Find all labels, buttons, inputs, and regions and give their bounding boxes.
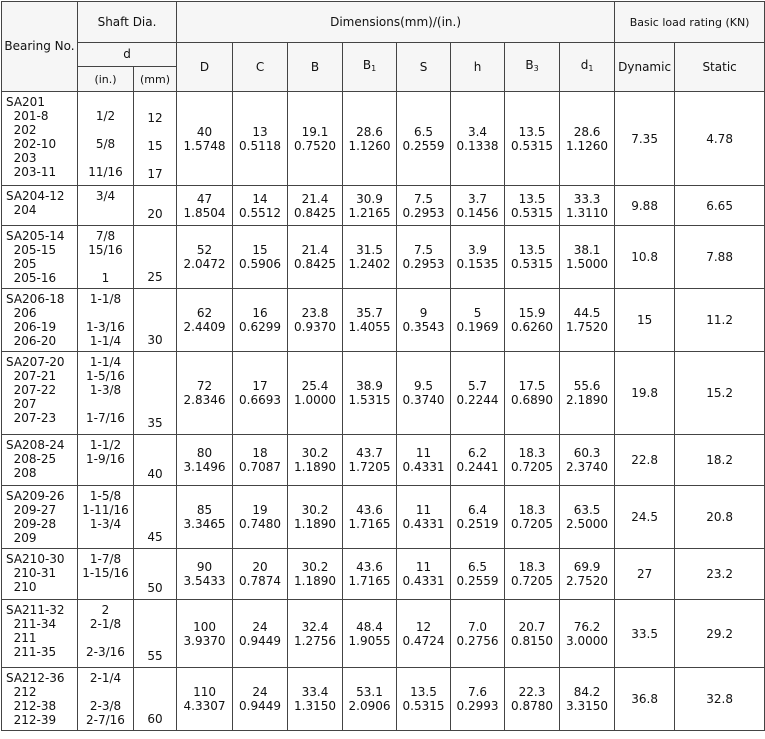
cell-h: 6.2 0.2441	[451, 435, 505, 486]
header-col-B3-sub: 3	[533, 64, 539, 73]
cell-static: 29.2	[675, 600, 765, 668]
cell-static: 11.2	[675, 289, 765, 352]
table-row	[2, 549, 765, 600]
header-col-C	[233, 43, 288, 92]
cell-b: 32.4 1.2756	[288, 600, 343, 668]
header-col-h	[451, 43, 505, 92]
cell-c: 19 0.7480	[233, 486, 288, 549]
cell-d: 85 3.3465	[177, 486, 233, 549]
cell-inch: 7/8 15/16 1	[78, 226, 134, 289]
cell-b: 25.4 1.0000	[288, 352, 343, 435]
cell-inch: 1-1/4 1-5/16 1-3/8 1-7/16	[78, 352, 134, 435]
cell-inch: 3/4	[78, 186, 134, 226]
cell-d1: 28.6 1.1260	[560, 92, 615, 186]
table-row	[2, 668, 765, 731]
header-col-D	[177, 43, 233, 92]
cell-b: 30.2 1.1890	[288, 486, 343, 549]
cell-s: 12 0.4724	[397, 600, 451, 668]
cell-bearing: SA205-14 205-15 205 205-16	[2, 226, 78, 289]
cell-bearing: SA204-12 204	[2, 186, 78, 226]
header-col-dynamic-label: Dynamic	[618, 59, 672, 74]
cell-s: 11 0.4331	[397, 486, 451, 549]
cell-bearing: SA207-20 207-21 207-22 207 207-23	[2, 352, 78, 435]
cell-mm: 35	[134, 352, 177, 435]
cell-inch: 1-1/8 1-3/16 1-1/4	[78, 289, 134, 352]
cell-d: 52 2.0472	[177, 226, 233, 289]
cell-b1: 43.7 1.7205	[343, 435, 397, 486]
header-col-in	[78, 67, 134, 92]
cell-h: 3.4 0.1338	[451, 92, 505, 186]
header-col-d1-sub: 1	[588, 64, 594, 73]
cell-h: 6.5 0.2559	[451, 549, 505, 600]
cell-d: 110 4.3307	[177, 668, 233, 731]
header-bearing-no-label: Bearing No.	[4, 39, 75, 53]
cell-static: 23.2	[675, 549, 765, 600]
cell-d1: 55.6 2.1890	[560, 352, 615, 435]
cell-b: 33.4 1.3150	[288, 668, 343, 731]
cell-mm: 20	[134, 186, 177, 226]
cell-b3: 13.5 0.5315	[505, 92, 560, 186]
cell-s: 9.5 0.3740	[397, 352, 451, 435]
cell-dynamic: 19.8	[615, 352, 675, 435]
header-col-d1-base: d	[580, 58, 589, 72]
cell-d1: 84.2 3.3150	[560, 668, 615, 731]
cell-h: 5 0.1969	[451, 289, 505, 352]
header-col-B3-base: B	[525, 58, 534, 72]
cell-b3: 18.3 0.7205	[505, 435, 560, 486]
cell-b: 21.4 0.8425	[288, 186, 343, 226]
header-col-static	[675, 43, 765, 92]
cell-s: 11 0.4331	[397, 549, 451, 600]
cell-s: 9 0.3543	[397, 289, 451, 352]
cell-b: 21.4 0.8425	[288, 226, 343, 289]
header-bearing-no	[2, 2, 78, 92]
header-basic-load	[615, 2, 765, 43]
cell-mm: 60	[134, 668, 177, 731]
cell-inch: 1-1/2 1-9/16	[78, 435, 134, 486]
header-col-B-label: B	[310, 59, 320, 74]
cell-d1: 69.9 2.7520	[560, 549, 615, 600]
cell-b1: 30.9 1.2165	[343, 186, 397, 226]
cell-mm: 45	[134, 486, 177, 549]
cell-b1: 35.7 1.4055	[343, 289, 397, 352]
cell-inch: 1/2 5/8 11/16	[78, 92, 134, 186]
cell-static: 4.78	[675, 92, 765, 186]
cell-b3: 15.9 0.6260	[505, 289, 560, 352]
cell-s: 11 0.4331	[397, 435, 451, 486]
cell-b3: 13.5 0.5315	[505, 186, 560, 226]
cell-c: 15 0.5906	[233, 226, 288, 289]
cell-c: 17 0.6693	[233, 352, 288, 435]
header-col-S-label: S	[419, 59, 428, 74]
header-col-B	[288, 43, 343, 92]
cell-b1: 43.6 1.7165	[343, 486, 397, 549]
cell-c: 13 0.5118	[233, 92, 288, 186]
cell-c: 24 0.9449	[233, 668, 288, 731]
cell-b1: 43.6 1.7165	[343, 549, 397, 600]
table-body	[2, 92, 765, 731]
cell-d1: 33.3 1.3110	[560, 186, 615, 226]
header-col-D-label: D	[199, 59, 210, 74]
table-row	[2, 92, 765, 186]
cell-dynamic: 10.8	[615, 226, 675, 289]
table-row	[2, 226, 765, 289]
cell-b1: 28.6 1.1260	[343, 92, 397, 186]
cell-h: 7.6 0.2993	[451, 668, 505, 731]
cell-h: 7.0 0.2756	[451, 600, 505, 668]
cell-b3: 18.3 0.7205	[505, 549, 560, 600]
header-d	[78, 43, 177, 67]
cell-dynamic: 27	[615, 549, 675, 600]
header-col-B1-base: B	[362, 58, 372, 72]
cell-b: 30.2 1.1890	[288, 549, 343, 600]
header-col-B1-sub: 1	[371, 64, 377, 73]
cell-bearing: SA210-30 210-31 210	[2, 549, 78, 600]
header-col-in-label: (in.)	[94, 72, 117, 86]
cell-mm: 55	[134, 600, 177, 668]
cell-mm: 50	[134, 549, 177, 600]
cell-d1: 44.5 1.7520	[560, 289, 615, 352]
cell-d: 40 1.5748	[177, 92, 233, 186]
table-row	[2, 435, 765, 486]
cell-d: 72 2.8346	[177, 352, 233, 435]
cell-static: 20.8	[675, 486, 765, 549]
cell-inch: 1-5/8 1-11/16 1-3/4	[78, 486, 134, 549]
cell-static: 18.2	[675, 435, 765, 486]
cell-b3: 13.5 0.5315	[505, 226, 560, 289]
header-col-B3	[505, 43, 560, 92]
cell-b1: 31.5 1.2402	[343, 226, 397, 289]
cell-d: 80 3.1496	[177, 435, 233, 486]
cell-b: 30.2 1.1890	[288, 435, 343, 486]
cell-dynamic: 33.5	[615, 600, 675, 668]
cell-b1: 38.9 1.5315	[343, 352, 397, 435]
cell-h: 3.7 0.1456	[451, 186, 505, 226]
cell-mm: 12 15 17	[134, 92, 177, 186]
cell-b: 23.8 0.9370	[288, 289, 343, 352]
header-dimensions	[177, 2, 615, 43]
bearing-spec-table	[1, 1, 765, 731]
cell-h: 5.7 0.2244	[451, 352, 505, 435]
cell-c: 24 0.9449	[233, 600, 288, 668]
cell-d: 47 1.8504	[177, 186, 233, 226]
cell-dynamic: 24.5	[615, 486, 675, 549]
cell-b3: 22.3 0.8780	[505, 668, 560, 731]
cell-b: 19.1 0.7520	[288, 92, 343, 186]
cell-static: 32.8	[675, 668, 765, 731]
cell-d1: 60.3 2.3740	[560, 435, 615, 486]
cell-mm: 40	[134, 435, 177, 486]
table-row	[2, 600, 765, 668]
cell-inch: 2-1/4 2-3/8 2-7/16	[78, 668, 134, 731]
cell-dynamic: 7.35	[615, 92, 675, 186]
cell-b1: 48.4 1.9055	[343, 600, 397, 668]
cell-bearing: SA201 201-8 202 202-10 203 203-11	[2, 92, 78, 186]
cell-bearing: SA208-24 208-25 208	[2, 435, 78, 486]
cell-inch: 2 2-1/8 2-3/16	[78, 600, 134, 668]
cell-b3: 20.7 0.8150	[505, 600, 560, 668]
cell-bearing: SA206-18 206 206-19 206-20	[2, 289, 78, 352]
header-d-label: d	[123, 47, 131, 61]
cell-bearing: SA211-32 211-34 211 211-35	[2, 600, 78, 668]
cell-static: 7.88	[675, 226, 765, 289]
cell-bearing: SA209-26 209-27 209-28 209	[2, 486, 78, 549]
header-col-mm	[134, 67, 177, 92]
header-col-C-label: C	[255, 59, 265, 74]
cell-b3: 17.5 0.6890	[505, 352, 560, 435]
header-basic-load-label: Basic load rating (KN)	[629, 15, 750, 29]
header-dimensions-label: Dimensions(mm)/(in.)	[330, 14, 462, 29]
cell-c: 16 0.6299	[233, 289, 288, 352]
header-shaft-dia	[78, 2, 177, 43]
cell-h: 3.9 0.1535	[451, 226, 505, 289]
table-row	[2, 486, 765, 549]
header-col-d1	[560, 43, 615, 92]
cell-h: 6.4 0.2519	[451, 486, 505, 549]
header-col-S	[397, 43, 451, 92]
header-shaft-dia-label: Shaft Dia.	[97, 14, 157, 29]
cell-d: 100 3.9370	[177, 600, 233, 668]
cell-bearing: SA212-36 212 212-38 212-39	[2, 668, 78, 731]
cell-dynamic: 15	[615, 289, 675, 352]
cell-d1: 63.5 2.5000	[560, 486, 615, 549]
cell-c: 20 0.7874	[233, 549, 288, 600]
cell-s: 13.5 0.5315	[397, 668, 451, 731]
cell-d1: 76.2 3.0000	[560, 600, 615, 668]
cell-d: 62 2.4409	[177, 289, 233, 352]
cell-static: 6.65	[675, 186, 765, 226]
header-col-dynamic	[615, 43, 675, 92]
cell-static: 15.2	[675, 352, 765, 435]
header-col-static-label: Static	[702, 59, 737, 74]
cell-b3: 18.3 0.7205	[505, 486, 560, 549]
header-col-B1	[343, 43, 397, 92]
header-col-mm-label: (mm)	[140, 72, 171, 86]
cell-d1: 38.1 1.5000	[560, 226, 615, 289]
cell-inch: 1-7/8 1-15/16	[78, 549, 134, 600]
cell-s: 6.5 0.2559	[397, 92, 451, 186]
table-row	[2, 186, 765, 226]
cell-c: 18 0.7087	[233, 435, 288, 486]
cell-s: 7.5 0.2953	[397, 186, 451, 226]
cell-b1: 53.1 2.0906	[343, 668, 397, 731]
cell-mm: 25	[134, 226, 177, 289]
cell-dynamic: 22.8	[615, 435, 675, 486]
cell-dynamic: 9.88	[615, 186, 675, 226]
table-row	[2, 289, 765, 352]
cell-dynamic: 36.8	[615, 668, 675, 731]
cell-s: 7.5 0.2953	[397, 226, 451, 289]
cell-c: 14 0.5512	[233, 186, 288, 226]
cell-mm: 30	[134, 289, 177, 352]
table-row	[2, 352, 765, 435]
cell-d: 90 3.5433	[177, 549, 233, 600]
header-col-h-label: h	[473, 59, 482, 74]
